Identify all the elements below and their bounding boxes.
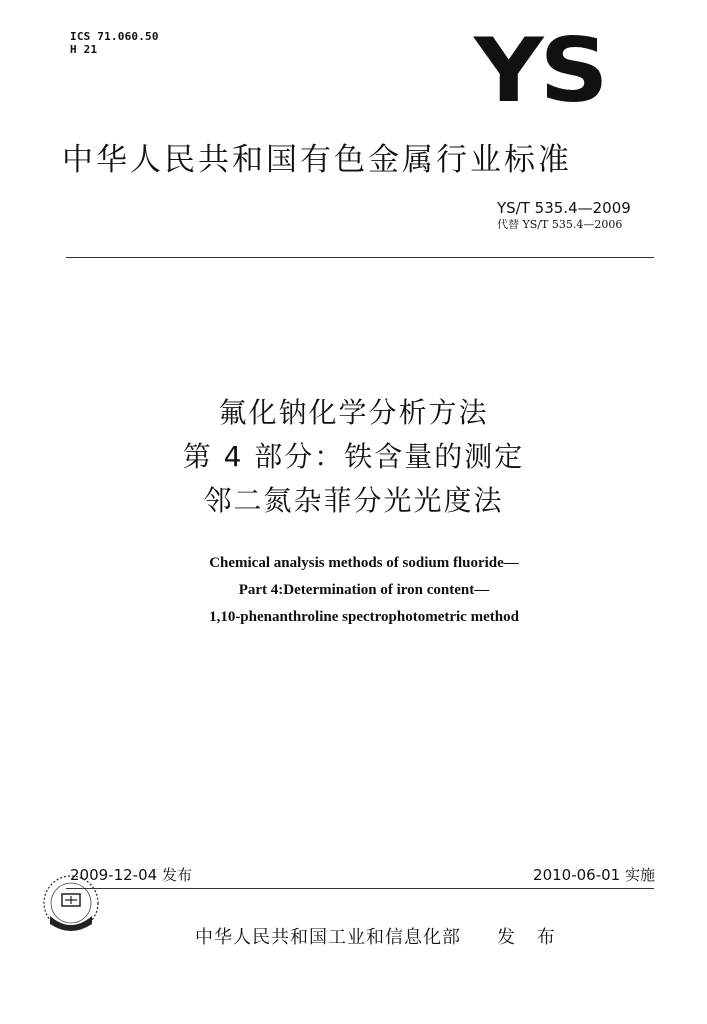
issue-date: 2009-12-04 发布: [70, 866, 192, 884]
chinese-title-line-3: 邻二氮杂菲分光光度法: [203, 484, 504, 517]
english-title-line-1: Chemical analysis methods of sodium fluoride—: [209, 555, 519, 571]
chinese-title-line-1: 氟化钠化学分析方法: [218, 396, 489, 429]
ccs-code: H 21: [70, 43, 98, 56]
publish-label: 发 布: [497, 927, 563, 948]
chinese-title: [0, 391, 707, 523]
standard-number: YS/T 535.4—2009: [497, 199, 631, 217]
english-title-line-2: Part 4:Determination of iron content—: [238, 582, 490, 598]
ics-code: ICS 71.060.50: [70, 30, 159, 43]
ys-logo: YS: [474, 19, 605, 123]
replaces-standard: 代替 YS/T 535.4—2006: [497, 218, 623, 231]
publisher-name: 中华人民共和国工业和信息化部: [195, 927, 461, 948]
classification-codes: [70, 30, 159, 56]
org-title: 中华人民共和国有色金属行业标准: [62, 142, 572, 178]
effective-date: 2010-06-01 实施: [533, 866, 655, 884]
english-title: [0, 550, 707, 631]
chinese-title-line-2: 第 4 部分：铁含量的测定: [182, 440, 525, 473]
bottom-divider: [66, 888, 654, 889]
english-title-line-3: 1,10-phenanthroline spectrophotometric method: [209, 609, 519, 625]
top-divider: [66, 257, 654, 258]
